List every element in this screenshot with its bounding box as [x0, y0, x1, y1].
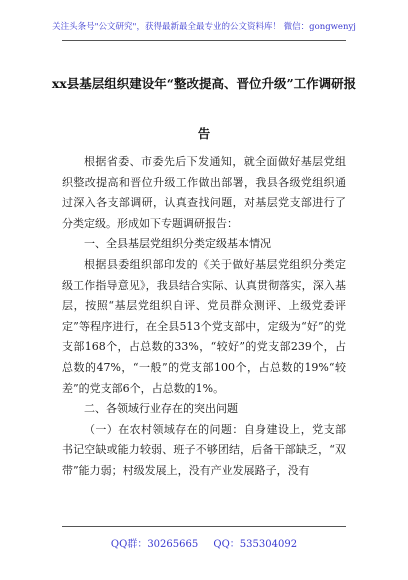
document-title-line-1: xx县基层组织建设年“整改提高、晋位升级”工作调研报	[51, 76, 357, 91]
document-title-line-2: 告	[197, 126, 211, 141]
document-body	[62, 152, 346, 482]
header-note: 关注头条号"公文研究"，获得最新最全最专业的公文资料库！ 微信：gongwenyj	[52, 22, 356, 32]
section-2-paragraph: （一）在农村领域存在的问题：自身建设上，党支部书记空缺或能力较弱、班子不够团结，后备干部缺乏，“双带”能力弱；村级发展上，没有产业发展路子，没有	[62, 422, 346, 477]
section-heading-1: 一、全县基层党组织分类定级基本情况	[84, 237, 271, 251]
header-divider	[62, 40, 346, 41]
section-heading-2: 二、各领域行业存在的突出问题	[84, 402, 238, 416]
section-1-paragraph: 根据县委组织部印发的《关于做好基层党组织分类定级工作指导意见》，我县结合实际、认真贯彻落实，深入基层，按照“基层党组织自评、党员群众测评、上级党委评定”等程序进行，在全县513个党支部中，定级为“好”的党支部168个，占总数的33%，“较好”的党支部239个，占总数的47%，“一般”的党支部100个，占总数的19%“较差”的党支部6个，占总数的1%。	[62, 257, 346, 395]
footer-divider	[62, 526, 346, 527]
qq-number: QQ：535304092	[213, 539, 298, 550]
qq-group-number: QQ群：30265665	[110, 539, 199, 550]
footer-contact	[0, 535, 408, 550]
intro-paragraph: 根据省委、市委先后下发通知，就全面做好基层党组织整改提高和晋位升级工作做出部署，我县各级党组织通过深入各支部调研，认真查找问题，对基层党支部进行了分类定级。形成如下专题调研报告：	[62, 155, 346, 230]
